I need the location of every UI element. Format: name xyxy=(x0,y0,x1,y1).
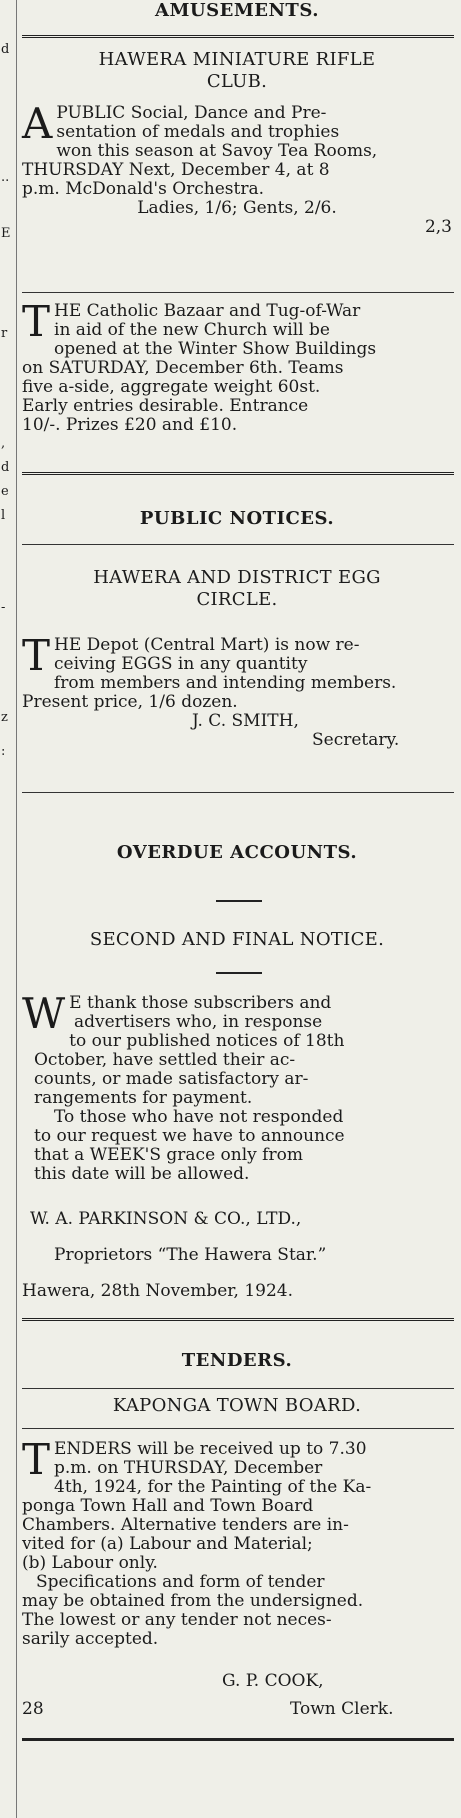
margin-fragment: r xyxy=(1,326,8,341)
notice-line: Ladies, 1/6; Gents, 2/6. xyxy=(137,198,337,218)
margin-fragment: E xyxy=(1,226,11,241)
margin-fragment: z xyxy=(1,710,8,725)
notice-line: E thank those subscribers and xyxy=(69,993,332,1013)
notice-line: To those who have not responded xyxy=(54,1107,344,1127)
amusements-heading: AMUSEMENTS. xyxy=(155,0,319,21)
egg-circle-title-2: CIRCLE. xyxy=(196,589,278,610)
overdue-dateline: Hawera, 28th November, 1924. xyxy=(22,1281,294,1301)
section-rule xyxy=(22,1738,454,1741)
notice-line: in aid of the new Church will be xyxy=(54,320,330,340)
signature-role: Secretary. xyxy=(312,730,400,750)
section-rule xyxy=(22,35,454,38)
overdue-notice xyxy=(22,989,452,1184)
notice-line: ENDERS will be received up to 7.30 xyxy=(54,1439,367,1459)
notice-rule xyxy=(22,1388,454,1389)
rifle-club-notice xyxy=(22,99,452,237)
bazaar-notice xyxy=(22,297,452,435)
notice-line: p.m. on THURSDAY, December xyxy=(54,1458,323,1478)
notice-line: to our published notices of 18th xyxy=(69,1031,345,1051)
notice-line: PUBLIC Social, Dance and Pre- xyxy=(56,103,327,123)
notice-line: The lowest or any tender not neces- xyxy=(22,1610,332,1630)
notice-line: to our request we have to announce xyxy=(34,1126,345,1146)
notice-line: Early entries desirable. Entrance xyxy=(22,396,309,416)
margin-fragment: : xyxy=(1,744,6,759)
drop-cap: A xyxy=(22,99,53,148)
notice-line: Specifications and form of tender xyxy=(36,1572,325,1592)
notice-line: 4th, 1924, for the Painting of the Ka- xyxy=(54,1477,372,1497)
drop-cap: W xyxy=(22,989,66,1038)
notice-line: ceiving EGGS in any quantity xyxy=(54,654,308,674)
notice-line: 10/-. Prizes £20 and £10. xyxy=(22,415,238,435)
notice-line: (b) Labour only. xyxy=(22,1553,158,1573)
notice-line: ponga Town Hall and Town Board xyxy=(22,1496,314,1516)
overdue-heading: OVERDUE ACCOUNTS. xyxy=(116,842,358,863)
notice-rule xyxy=(22,1428,454,1429)
notice-rule xyxy=(22,792,454,793)
margin-fragment: d xyxy=(1,460,10,475)
short-dash xyxy=(216,900,262,902)
margin-fragment: - xyxy=(1,600,6,615)
notice-line: that a WEEK'S grace only from xyxy=(34,1145,303,1165)
tenders-heading: TENDERS. xyxy=(181,1350,293,1371)
tenders-role: Town Clerk. xyxy=(290,1699,394,1719)
notice-line: counts, or made satisfactory ar- xyxy=(34,1069,309,1089)
drop-cap: T xyxy=(22,631,51,680)
margin-fragment: l xyxy=(1,508,6,523)
margin-fragment: , xyxy=(1,436,6,451)
tenders-notice xyxy=(22,1435,452,1649)
notice-line: THURSDAY Next, December 4, at 8 xyxy=(22,160,330,180)
signature: J. C. SMITH, xyxy=(192,711,299,731)
overdue-proprietors: Proprietors “The Hawera Star.” xyxy=(54,1245,327,1265)
rifle-club-title-1: HAWERA MINIATURE RIFLE xyxy=(98,49,376,70)
notice-line: from members and intending members. xyxy=(54,673,397,693)
notice-line: October, have settled their ac- xyxy=(34,1050,296,1070)
notice-line: Present price, 1/6 dozen. xyxy=(22,692,238,712)
short-dash xyxy=(216,972,262,974)
margin-fragment: e xyxy=(1,484,9,499)
public-notices-heading: PUBLIC NOTICES. xyxy=(139,508,335,529)
drop-cap: T xyxy=(22,297,51,346)
notice-line: opened at the Winter Show Buildings xyxy=(54,339,377,359)
notice-line: sentation of medals and trophies xyxy=(56,122,340,142)
ad-code: 2,3 xyxy=(424,217,452,237)
margin-fragment: .. xyxy=(1,170,10,185)
notice-line: this date will be allowed. xyxy=(34,1164,250,1184)
section-rule xyxy=(22,1318,454,1321)
egg-circle-title-1: HAWERA AND DISTRICT EGG xyxy=(93,567,381,588)
ad-code: 28 xyxy=(22,1699,44,1719)
notice-line: rangements for payment. xyxy=(34,1088,253,1108)
section-rule xyxy=(22,472,454,475)
notice-line: won this season at Savoy Tea Rooms, xyxy=(56,141,378,161)
notice-line: Chambers. Alternative tenders are in- xyxy=(22,1515,349,1535)
notice-line: vited for (a) Labour and Material; xyxy=(22,1534,313,1554)
egg-circle-notice xyxy=(22,631,452,750)
tenders-title: KAPONGA TOWN BOARD. xyxy=(112,1395,362,1416)
tenders-signature: G. P. COOK, xyxy=(222,1671,324,1691)
notice-line: HE Catholic Bazaar and Tug-of-War xyxy=(54,301,361,321)
drop-cap: T xyxy=(22,1435,51,1484)
notice-rule xyxy=(22,544,454,545)
notice-line: HE Depot (Central Mart) is now re- xyxy=(54,635,360,655)
notice-line: p.m. McDonald's Orchestra. xyxy=(22,179,265,199)
rifle-club-title-2: CLUB. xyxy=(206,71,268,92)
left-margin-fragments xyxy=(0,0,17,1818)
overdue-subheading: SECOND AND FINAL NOTICE. xyxy=(89,929,385,950)
notice-line: may be obtained from the undersigned. xyxy=(22,1591,364,1611)
notice-rule xyxy=(22,292,454,293)
notice-line: advertisers who, in response xyxy=(74,1012,323,1032)
notice-line: five a-side, aggregate weight 60st. xyxy=(22,377,321,397)
notice-line: sarily accepted. xyxy=(22,1629,159,1649)
notice-line: on SATURDAY, December 6th. Teams xyxy=(22,358,344,378)
margin-fragment: d xyxy=(1,42,10,57)
overdue-signature: W. A. PARKINSON & CO., LTD., xyxy=(30,1209,302,1229)
